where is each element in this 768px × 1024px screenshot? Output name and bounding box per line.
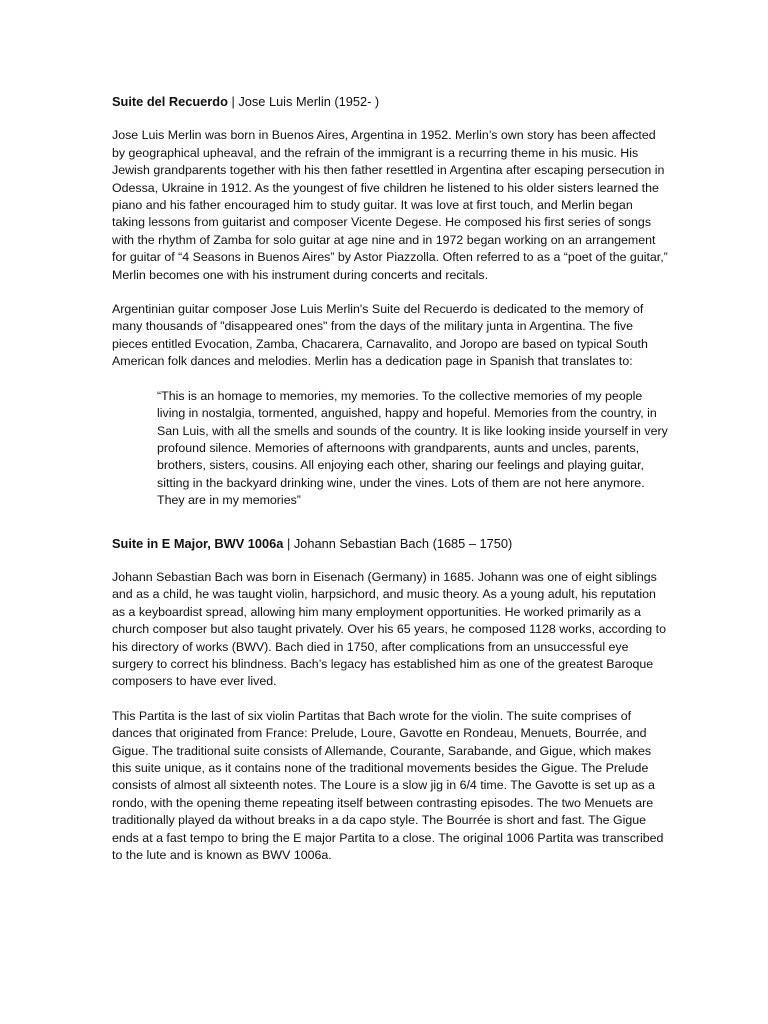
composer-name: Jose Luis Merlin (1952- ) xyxy=(238,94,380,109)
piece-title: Suite del Recuerdo xyxy=(112,94,228,109)
section-heading-bach xyxy=(112,535,668,552)
section-spacer xyxy=(112,527,668,535)
suite-description-paragraph: Argentinian guitar composer Jose Luis Merlin's Suite del Recuerdo is dedicated to the memory of many thousands of "disappeared ones" from the days of the military junta in Argentina. The five pieces entitled Evocation, Zamba, Chacarera, Carnavalito, and Joropo are based on typical South American folk dances and melodies. Merlin has a dedication page in Spanish that translates to: xyxy=(112,302,648,369)
section-heading-merlin xyxy=(112,93,668,110)
bach-biography-paragraph: Johann Sebastian Bach was born in Eisenach (Germany) in 1685. Johann was one of eight siblings and as a child, he was taught violin, harpsichord, and music theory. As a young adult, his reputation as a keyboardist spread, allowing him many employment opportunities. He worked primarily as a church composer but also taught privately. Over his 65 years, he composed 1128 works, according to his directory of works (BWV). Bach died in 1750, after complications from an unsuccessful eye surgery to correct his blindness. Bach’s legacy has established him as one of the greatest Baroque composers to have ever lived. xyxy=(112,569,666,689)
dedication-quote: “This is an homage to memories, my memories. To the collective memories of my people living in nostalgia, tormented, anguished, happy and hopeful. Memories from the country, in San Luis, with all the smells and sounds of the country. It is like looking inside yourself in very profound silence. Memories of afternoons with grandparents, aunts and uncles, parents, brothers, sisters, cousins. All enjoying each other, sharing our feelings and playing guitar, sitting in the backyard drinking wine, under the vines. Lots of them are not here anymore. They are in my memories” xyxy=(157,388,668,508)
composer-name: Johann Sebastian Bach (1685 – 1750) xyxy=(293,535,513,551)
heading-separator: | xyxy=(227,94,239,109)
partita-description-paragraph: This Partita is the last of six violin Partitas that Bach wrote for the violin. The suite comprises of dances that originated from France: Prelude, Loure, Gavotte en Rondeau, Menuets, Bourrée, and Gigue. The traditional suite consists of Allemande, Courante, Sarabande, and Gigue, which makes this suite unique, as it contains none of the traditional movements besides the Gigue. The Prelude consists of almost all sixteenth notes. The Loure is a slow jig in 6/4 time. The Gavotte is set up as a rondo, with the opening theme repeating itself between contrasting episodes. The two Menuets are traditionally played da without breaks in a da capo style. The Bourrée is short and fast. The Gigue ends at a fast tempo to bring the E major Partita to a close. The original 1006 Partita was transcribed to the lute and is known as BWV 1006a. xyxy=(112,708,664,863)
heading-separator: | xyxy=(283,535,294,551)
piece-title: Suite in E Major, BWV 1006a xyxy=(112,535,284,551)
merlin-biography-paragraph: Jose Luis Merlin was born in Buenos Aires, Argentina in 1952. Merlin’s own story has been affected by geographical upheaval, and the refrain of the immigrant is a recurring theme in his music. His Jewish grandparents together with his then father resettled in Argentina after escaping persecution in Odessa, Ukraine in 1912. As the youngest of five children he listened to his older sisters learned the piano and his father encouraged him to study guitar. It was love at first touch, and Merlin began taking lessons from guitarist and composer Vicente Degese. He composed his first series of songs with the rhythm of Zamba for solo guitar at age nine and in 1972 began working on an arrangement for guitar of “4 Seasons in Buenos Aires” by Astor Piazzolla. Often referred to as a “poet of the guitar,” Merlin becomes one with his instrument during concerts and recitals. xyxy=(112,128,668,282)
